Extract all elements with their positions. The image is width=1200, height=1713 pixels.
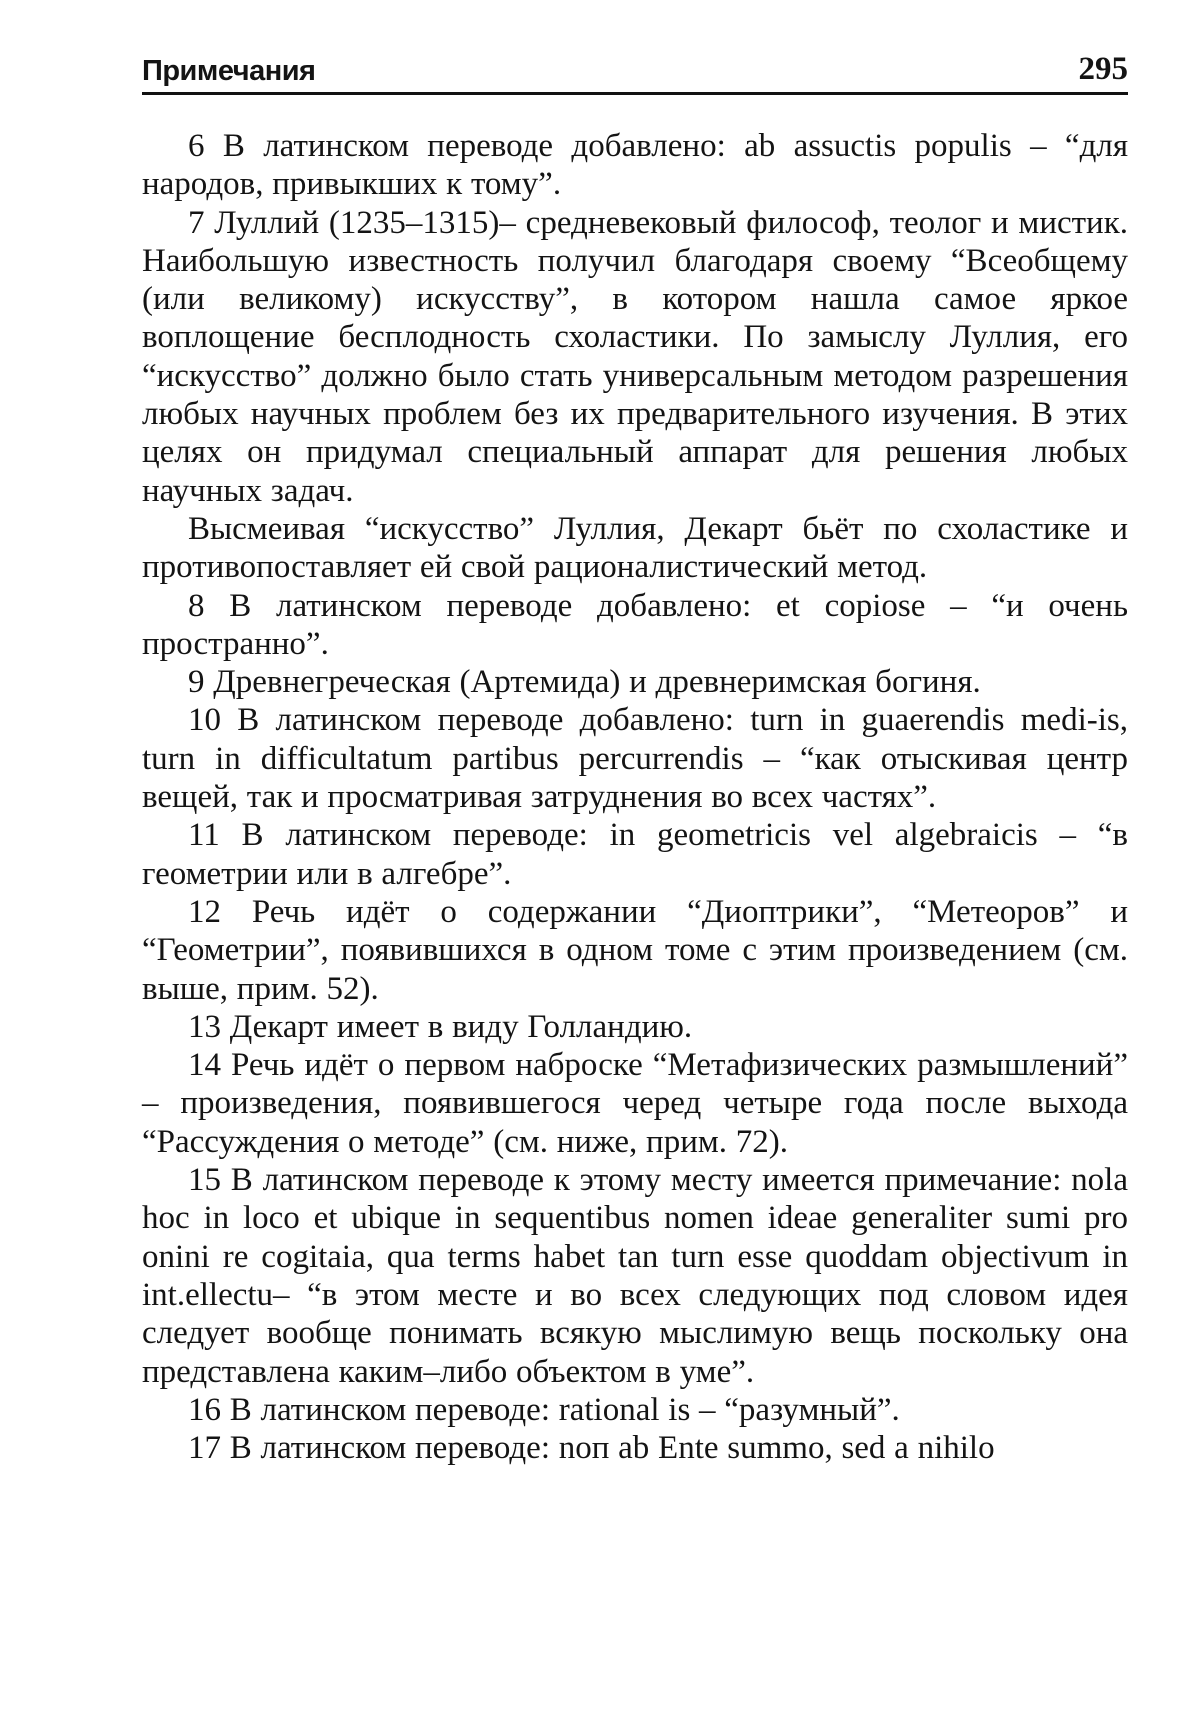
note-10: 10 В латинском переводе добавлено: turn in guaerendis medi-is, turn in difficultatum partibus percurrendis – “как отыскивая центр вещей, так и просматривая затруднения во всех частях”. bbox=[142, 702, 1128, 816]
note-17: 17 В латинском переводе: nоп ab Ente summo, sed a nihilo bbox=[188, 1430, 995, 1467]
notes-body bbox=[142, 127, 1128, 1467]
running-header bbox=[142, 40, 1128, 95]
note-11: 11 В латинском переводе: in geometricis vel algebraicis – “в геометрии или в алгебре”. bbox=[142, 817, 1128, 892]
running-title: Примечания bbox=[142, 55, 316, 87]
book-page bbox=[142, 40, 1128, 1467]
note-9: 9 Древнегреческая (Артемида) и древнеримская богиня. bbox=[188, 664, 981, 701]
note-6: 6 В латинском переводе добавлено: ab assuctis populis – “для народов, привыкших к тому”. bbox=[142, 128, 1128, 203]
note-15: 15 В латинском переводе к этому месту имеется примечание: nola hoc in loco et ubique in sequentibus nomen ideae generaliter sumi pro onini re cogitaia, qua terms habet tan turn esse quoddam objectivum in int.ellectu– “в этом месте и во всех следующих под словом идея следует вообще понимать всякую мыслимую вещь поскольку она представлена каким–либо объектом в уме”. bbox=[142, 1162, 1128, 1390]
note-7: 7 Луллий (1235–1315)– средневековый философ, теолог и мистик. Наибольшую известность получил благодаря своему “Всеобщему (или великому) искусству”, в котором нашла самое яркое воплощение бесплодность схоластики. По замыслу Луллия, его “искусство” должно было стать универсальным методом разрешения любых научных проблем без их предварительного изучения. В этих целях он придумал специальный аппарат для решения любых научных задач. bbox=[142, 204, 1128, 509]
note-7-continuation: Высмеивая “искусство” Луллия, Декарт бьёт по схоластике и противопоставляет ей свой рационалистический метод. bbox=[142, 510, 1128, 586]
note-12: 12 Речь идёт о содержании “Диоптрики”, “Метеоров” и “Геометрии”, появившихся в одном томе с этим произведением (см. выше, прим. 52). bbox=[142, 893, 1128, 1007]
note-16: 16 В латинском переводе: rational is – “разумный”. bbox=[188, 1391, 900, 1428]
note-8: 8 В латинском переводе добавлено: et copiose – “и очень пространно”. bbox=[142, 587, 1128, 662]
note-13: 13 Декарт имеет в виду Голландию. bbox=[188, 1008, 693, 1045]
note-14: 14 Речь идёт о первом наброске “Метафизических размышлений” – произведения, появившегося черед четыре года после выхода “Рассуждения о методе” (см. ниже, прим. 72). bbox=[142, 1047, 1128, 1160]
page-number: 295 bbox=[1078, 51, 1128, 87]
